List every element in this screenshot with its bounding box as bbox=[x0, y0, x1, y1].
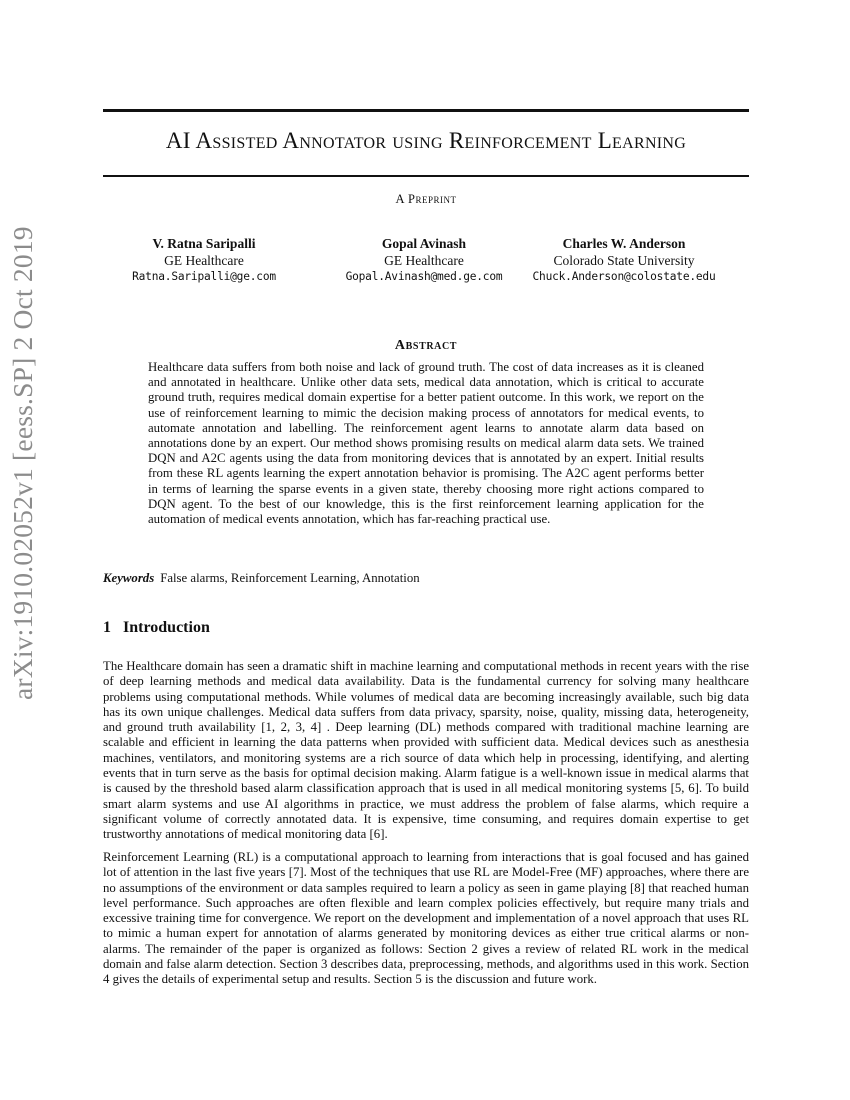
abstract-body: Healthcare data suffers from both noise and lack of ground truth. The cost of data increases as it is cleaned and annotated in healthcare. Unlike other data sets, medical data annotation, which is critical to accurate ground truth, requires medical domain expertise for a better patient outcome. In this work, we report on the use of reinforcement learning to mimic the decision making process of annotators for medical events, to automate annotation and labelling. The reinforcement agent learns to annotate alarm data based on annotations done by an expert. Our method shows promising results on medical alarm data sets. We trained DQN and A2C agents using the data from monitoring devices that is annotated by an expert. Initial results from these RL agents learning the expert annotation behavior is promising. The A2C agent performs better in terms of learning the sparse events in a given state, thereby choosing more right actions compared to DQN agent. To the best of our knowledge, this is the first reinforcement learning application for the automation of medical events annotation, which has far-reaching practical use. bbox=[148, 360, 704, 527]
author-name: Charles W. Anderson bbox=[562, 236, 686, 251]
author-email[interactable]: Gopal.Avinash@med.ge.com bbox=[345, 270, 503, 283]
author-affiliation: GE Healthcare bbox=[384, 252, 464, 268]
author-affiliation: GE Healthcare bbox=[164, 252, 244, 268]
author-affiliation: Colorado State University bbox=[553, 252, 695, 268]
paper-title: AI Assisted Annotator using Reinforcement Learning bbox=[165, 128, 687, 153]
section-heading-introduction bbox=[103, 619, 749, 637]
intro-paragraph: The Healthcare domain has seen a dramatic shift in machine learning and computational methods in recent years with the rise of deep learning methods and medical data availability. Data is the fundamental currency for solving many healthcare problems using computational methods. While volumes of medical data are becoming increasingly available, such big data has its own unique challenges. Medical data suffers from data privacy, sparsity, noise, quality, missing data, heterogeneity, and ground truth availability [1, 2, 3, 4] . Deep learning (DL) methods compared with traditional machine learning are scalable and efficient in learning the data patterns when provided with sufficient data. Medical devices such as anesthesia machines, ventilators, and monitoring systems are a rich source of data which help in processing, identifying, and alerting events that in turn serve as the basis for optimal decision making. Alarm fatigue is a well-known issue in medical alarms that is caused by the threshold based alarm classification approach that is used in all medical monitoring systems [5, 6]. To build smart alarm systems and use AI algorithms in practice, we must address the problem of false alarms, which require a significant volume of correctly annotated data. It is expensive, time consuming, and requires domain expertise to get trustworthy annotations of medical monitoring data [6]. bbox=[103, 659, 749, 842]
title-rule-bottom bbox=[103, 175, 749, 177]
keywords-line bbox=[103, 571, 749, 586]
author-name: V. Ratna Saripalli bbox=[152, 236, 256, 251]
section-number: 1 bbox=[103, 619, 111, 636]
keywords-label: Keywords bbox=[103, 571, 155, 585]
author-email[interactable]: Ratna.Saripalli@ge.com bbox=[132, 270, 276, 283]
author-email[interactable]: Chuck.Anderson@colostate.edu bbox=[532, 270, 716, 283]
keywords-text: False alarms, Reinforcement Learning, Annotation bbox=[160, 571, 420, 585]
preprint-label: A Preprint bbox=[395, 192, 457, 206]
arxiv-margin-stamp[interactable]: arXiv:1910.02052v1 [eess.SP] 2 Oct 2019 bbox=[7, 226, 38, 700]
title-rule-top bbox=[103, 109, 749, 112]
intro-paragraph: Reinforcement Learning (RL) is a computational approach to learning from interactions that is goal focused and has gained lot of attention in the last five years [7]. Most of the techniques that use RL are Model-Free (MF) approaches, where there are no assumptions of the environment or data samples required to learn a policy as seen in game playing [8] that reached human level performance. Such approaches are often flexible and learn complex policies effectively, but require many trials and excessive training time for convergence. We report on the development and implementation of a novel approach that uses RL to mimic a human expert for annotation of alarms generated by monitoring devices as either true critical alarms or non-alarms. The remainder of the paper is organized as follows: Section 2 gives a review of related RL work in the medical domain and false alarm detection. Section 3 describes data, preprocessing, methods, and algorithms used in this work. Section 4 gives the details of experimental setup and results. Section 5 is the discussion and future work. bbox=[103, 850, 749, 987]
author-block bbox=[84, 236, 324, 286]
section-title: Introduction bbox=[123, 619, 210, 636]
abstract-heading: Abstract bbox=[394, 338, 458, 353]
author-block bbox=[504, 236, 744, 286]
author-name: Gopal Avinash bbox=[381, 236, 467, 251]
